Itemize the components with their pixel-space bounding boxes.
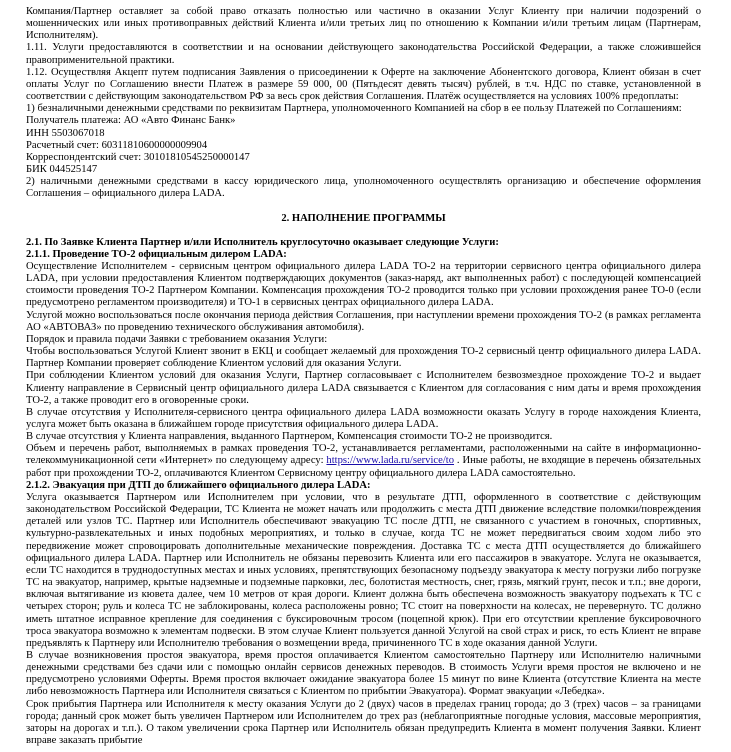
text: . Иные работы, не входящие в перечень обязательных работ при прохождении ТО-2, оплачиваются Клиентом Сервисному центру официального дилера LADA самостоятельно. (26, 455, 701, 479)
paragraph: Компания/Партнер оставляет за собой право отказать полностью или частично в оказании Услуг Клиенту при наличии подозрений о мошеннических или иных противоправных действий Клиента и/или третьих лиц по отношению к Компании и/или третьим лицам (Партнерам, Исполнителям). (26, 6, 701, 42)
paragraph: Срок прибытия Партнера или Исполнителя к месту оказания Услуги до 2 (двух) часов в пределах границ города; до 3 (трех) часов – за границами города; данный срок может быть увеличен Партнером или Исполнителем до трех раз (неблагоприятные погодные условия, массовые мероприятия, заторы на дорогах и т.п.). О таком увеличении срока Партнер или Исполнитель обязан предупредить Клиента в момент получения Заявки. Клиент вправе заказать прибытие (26, 698, 701, 747)
inn: ИНН 5503067018 (26, 127, 105, 139)
paragraph: При соблюдении Клиентом условий для оказания Услуги, Партнер согласовывает с Исполнителем безвозмездное прохождение ТО-2 и выдает Клиенту направление в Сервисный центр официального дилера LADA связывается с Клиентом для согласования с ним даты и время прохождения ТО-2, а также проводит его в оговоренные сроки. (26, 370, 701, 406)
payee: Получатель платежа: АО «Авто Финанс Банк» (26, 115, 236, 127)
paragraph: Услуга оказывается Партнером или Исполнителем при условии, что в результате ДТП, оформленного в соответствие с действующим законодательством Российской Федерации, ТС Клиента не может начать или продолжить с места ДТП движение вследствие поломки/повреждения деталей или узлов ТС. Партнер или Исполнитель обеспечивают эвакуацию ТС после ДТП, не связанного с участием в гоночных, спортивных, культурно-развлекательных и иных подобных мероприятиях, и только в случае, когда ТС не может передвигаться своим ходом либо это передвижение может спровоцировать дополнительные механические повреждения. Доставка ТС с места ДТП осуществляется до ближайшего официального дилера LADA. Партнер или Исполнитель не обязаны перевозить Клиента или его пассажиров в эвакуаторе. Услуга не оказывается, если ТС находится в труднодоступных местах и иных условиях, препятствующих безопасному подъезду эвакуатора к месту погрузки либо погрузке ТС на эвакуатор, например, крытые надземные и подземные парковки, лес, болотистая местность, снег, грязь, мягкий грунт, песок и т.п.; вне дороги, включая вытягивание из кювета далее, чем 10 метров от края дороги. Клиент должна быть обеспечена возможность эвакуатору подъехать к ТС с четырех сторон; руль и колеса ТС не заблокированы, колеса расположены ровно; ТС стоит на поверхности на колесах, не перевернуто. ТС должно иметь штатное исправное крепление для соединения с буксировочным тросом (поцепной крюк). При его отсутствии крепление буксировочного троса эвакуатора возможно к элементам подвески. В этом случае Клиент пользуется данной Услугой на свой страх и риск, то есть Клиент не вправе предъявлять к Партнеру или Исполнителю требования о возмещении вреда, причиненного ТС в ходе оказания данной Услуги. (26, 491, 701, 649)
subsection-2-1-2: 2.1.2. Эвакуация при ДТП до ближайшего официального дилера LADA: (26, 479, 371, 491)
clause-1-11: 1.11. Услуги предоставляются в соответствии и на основании действующего законодательства Российской Федерации, а также сложившейся правоприменительной практики. (26, 42, 701, 66)
paragraph: Услугой можно воспользоваться после окончания периода действия Соглашения, при наступлении времени прохождения ТО-2 (в рамках регламента АО «АВТОВАЗ» по проведению технического обслуживания автомобиля). (26, 309, 701, 333)
paragraph-with-link (26, 443, 701, 479)
correspondent-account: Корреспондентский счет: 30101810545250000147 (26, 151, 250, 163)
clause-1-12: 1.12. Осуществляя Акцепт путем подписания Заявления о присоединении к Оферте на заключение Абонентского договора, Клиент обязан в счет оплаты Услуг по Соглашению внести Платеж в размере 59 000, 00 (Пятьдесят девять тысяч) рублей, в т.ч. НДС по ставке, установленной в соответствии с действующим законодательством РФ за весь срок действия Соглашения. Платёж осуществляется на условиях 100% предоплаты: (26, 66, 701, 103)
paragraph: В случае отсутствия у Исполнителя-сервисного центра официального дилера LADA возможности оказать Услугу в городе нахождения Клиента, услуга может быть оказана в ближайшем городе присутствия официального дилера LADA. (26, 406, 701, 430)
subsection-2-1-1: 2.1.1. Проведение ТО-2 официальным дилером LADA: (26, 248, 287, 260)
lada-service-link[interactable]: https://www.lada.ru/service/to (326, 455, 455, 467)
payment-cashless: 1) безналичными денежными средствами по реквизитам Партнера, уполномоченного Компанией на сбор в ее пользу Платежей по Соглашениям: (26, 103, 682, 115)
paragraph: В случае отсутствия у Клиента направления, выданного Партнером, Компенсация стоимости ТО-2 не производится. (26, 431, 553, 443)
payment-cash: 2) наличными денежными средствами в кассу юридического лица, уполномоченного осуществлять организацию и обеспечение оформления Соглашения – официального дилера LADA. (26, 176, 701, 200)
section-heading: 2. НАПОЛНЕНИЕ ПРОГРАММЫ (281, 212, 446, 224)
bik: БИК 044525147 (26, 164, 98, 176)
text: Объем и перечень работ, выполняемых в рамках проведения ТО-2, устанавливается регламентами, расположенными на сайте в информационно-телекоммуникационной сети «Интернет» по следующему адресу: (26, 443, 701, 467)
paragraph: Чтобы воспользоваться Услугой Клиент звонит в ЕКЦ и сообщает желаемый для прохождения ТО-2 сервисный центр официального дилера LADA. Партнер Компании проверяет соблюдение Клиентом условий для оказания Услуги. (26, 346, 701, 370)
paragraph: В случае возникновения простоя эвакуатора, время простоя оплачивается Клиентом самостоятельно Партнеру или Исполнителю наличными денежными средствами без сдачи или с помощью онлайн сервисов денежных переводов. В стоимость Услуги время простоя не включено и не предусмотрено условиями Оферты. Время простоя включает ожидание эвакуатора более 15 минут по вине Клиента (отсутствие Клиента на месте либо невозможность Партнера или Исполнителя связаться с Клиентом по прибытии Эвакуатора). Формат эвакуации «Лебедка». (26, 649, 701, 698)
paragraph: Осуществление Исполнителем - сервисным центром официального дилера LADA ТО-2 на территории сервисного центра официального дилера LADA, при условии предоставления Клиентом подтверждающих документов (заказ-наряд, акт выполненных работ) с последующей компенсацией стоимости проведения ТО-2 Партнером Компании. Компенсация прохождения ТО-2 проводится только при условии прохождения ранее ТО-0 (если предусмотрено регламентом производителя) и ТО-1 в сервисных центрах официального дилера LADA. (26, 260, 701, 309)
settlement-account: Расчетный счет: 60311810600000009904 (26, 139, 208, 151)
paragraph: Порядок и правила подачи Заявки с требованием оказания Услуги: (26, 333, 328, 345)
subsection-2-1: 2.1. По Заявке Клиента Партнер и/или Исполнитель круглосуточно оказывает следующие Услуги: (26, 236, 499, 248)
